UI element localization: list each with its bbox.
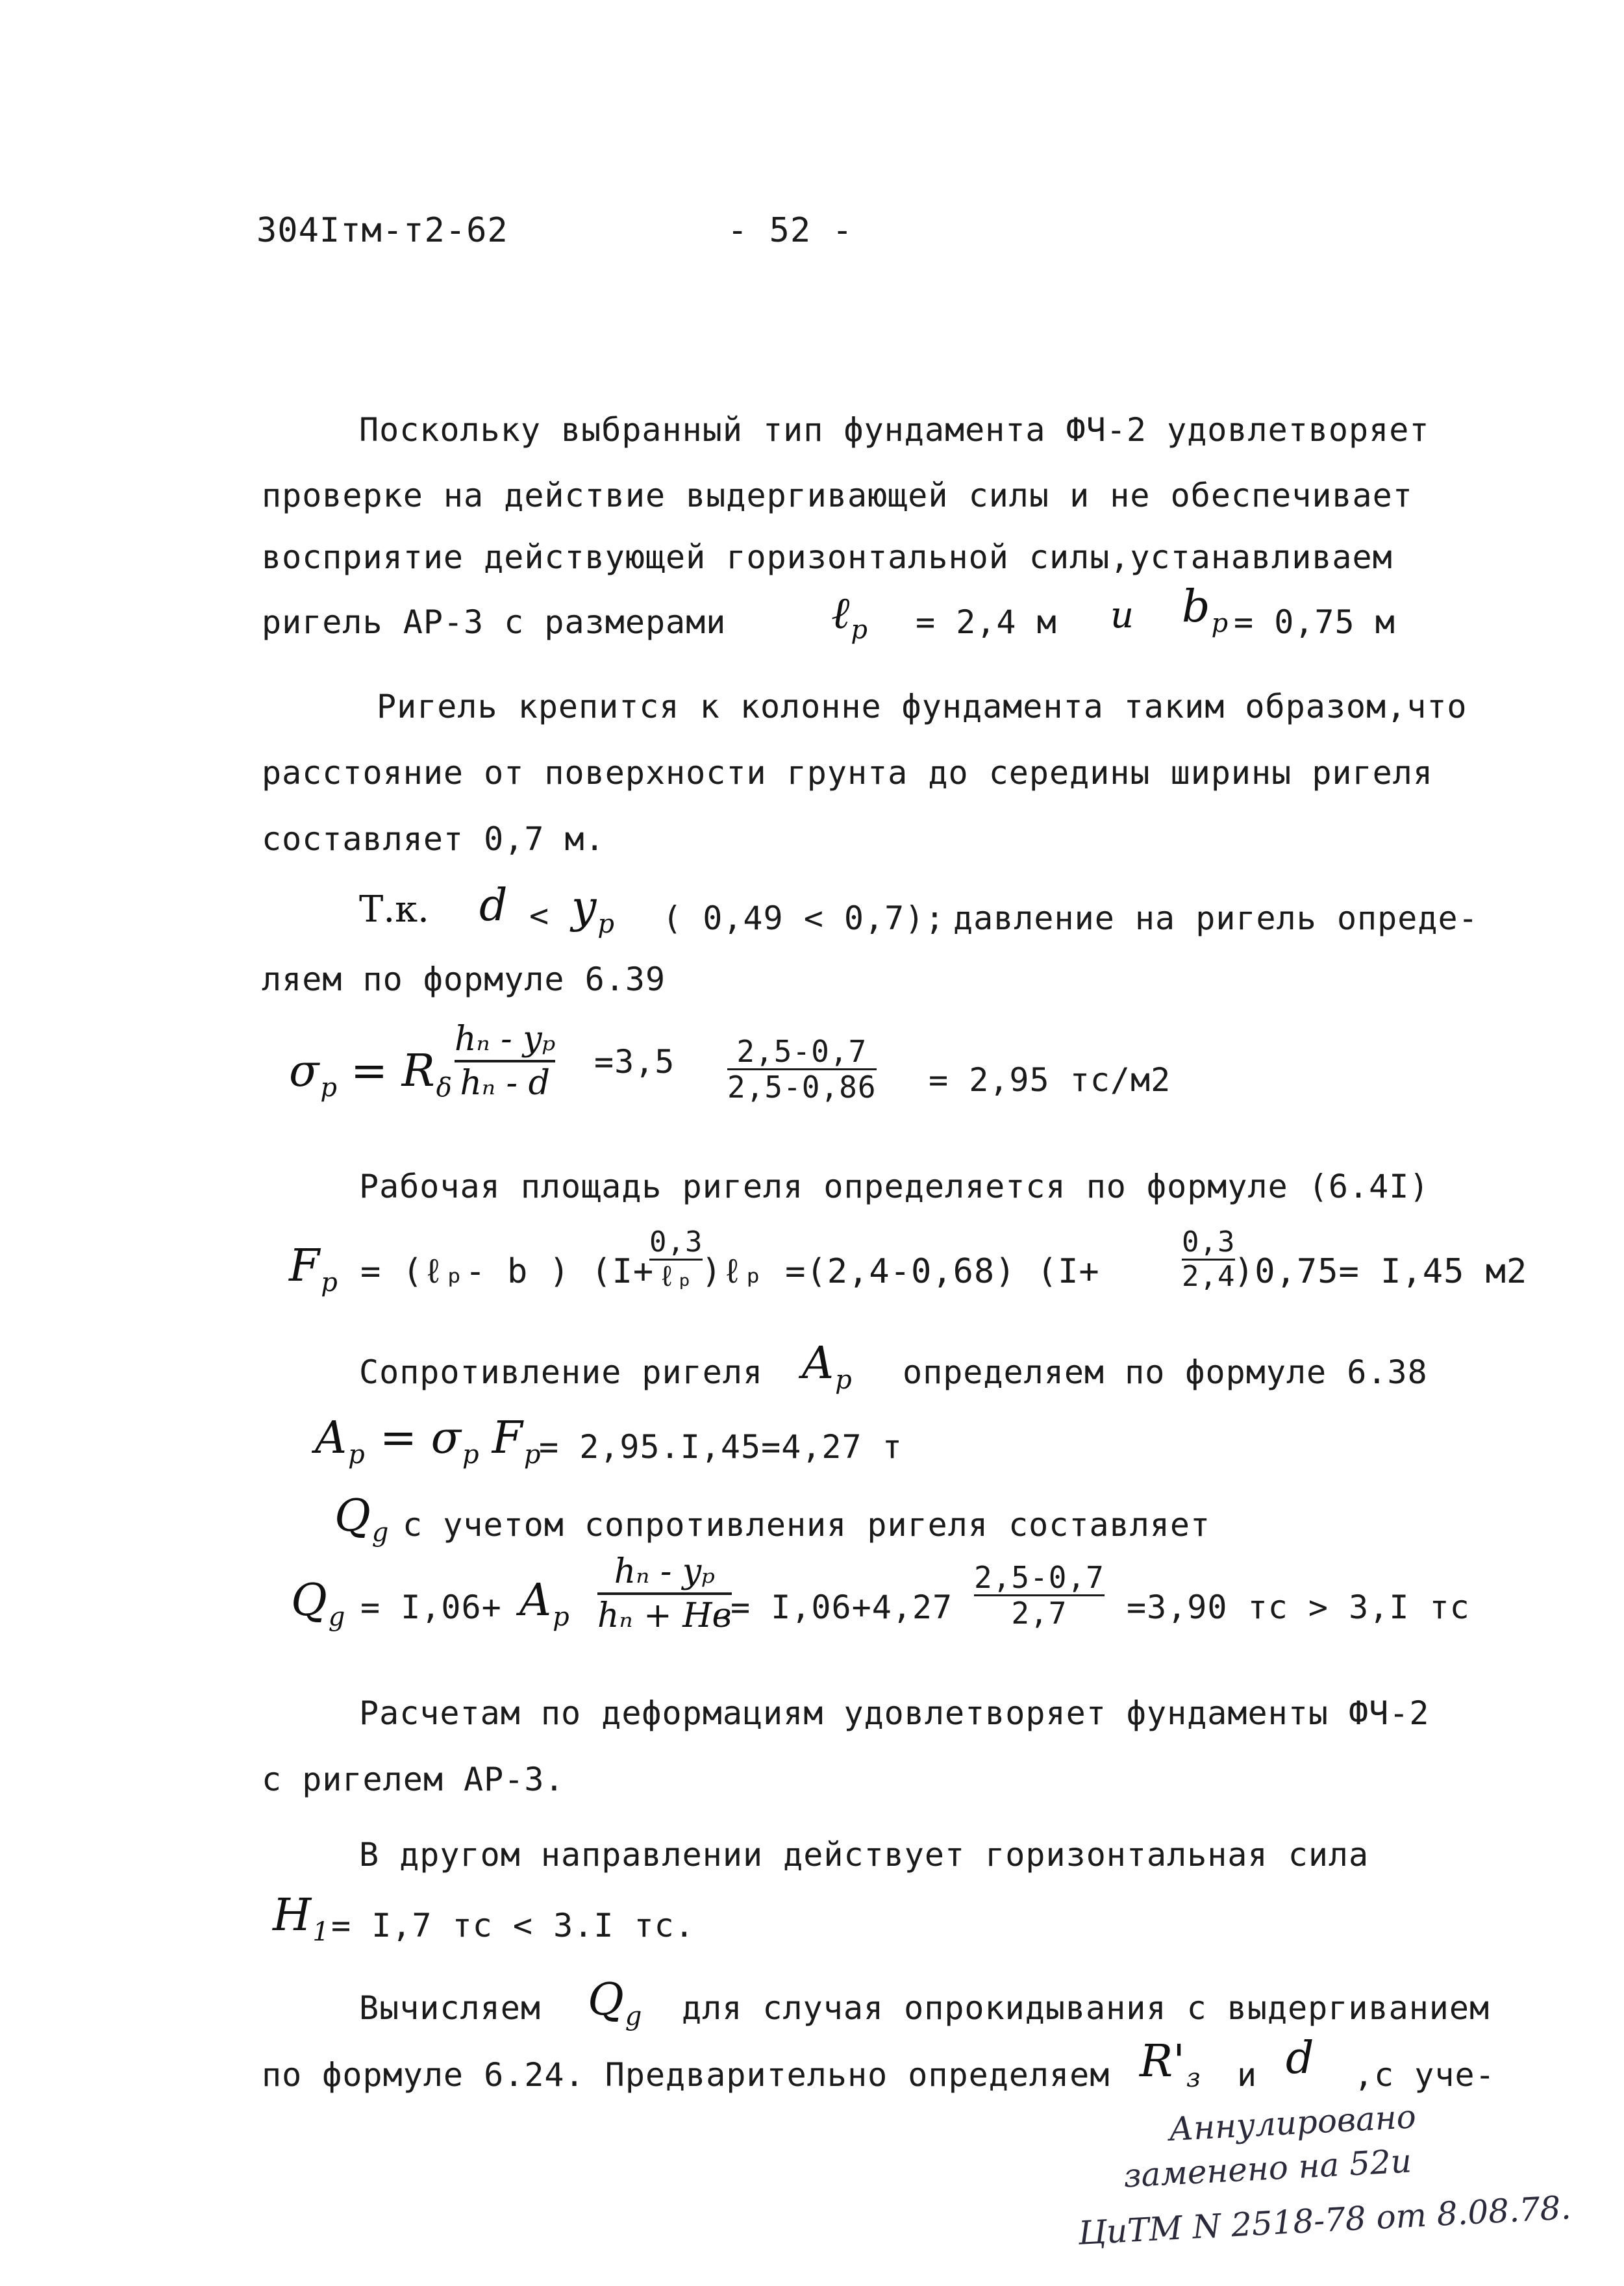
para9-line2-b: ,с уче- <box>1354 2056 1495 2094</box>
formula1-fraction: hₙ - yₚ hₙ - d <box>455 1020 556 1103</box>
para8-line1: В другом направлении действует горизонтальная сила <box>359 1836 1369 1874</box>
para1-line4: ригель АР-3 с размерами <box>262 603 727 641</box>
r-coef: = $R_\delta$ <box>351 1046 452 1103</box>
formula4-fraction2: 2,5-0,7 2,7 <box>974 1560 1105 1631</box>
para4-line1: Рабочая площадь ригеля определяется по формуле (6.4I) <box>359 1168 1430 1205</box>
page-number: - 52 - <box>727 211 853 250</box>
formula2-part1: = (ℓₚ- b ) (I+ <box>360 1252 655 1291</box>
l-value: = 2,4 м <box>916 603 1057 641</box>
b-value: = 0,75 м <box>1234 603 1395 641</box>
tk-word: Т.к. <box>359 888 429 931</box>
formula1-result: = 2,95 тс/м2 <box>929 1061 1171 1099</box>
formula2-fraction2: 0,3 2,4 <box>1182 1225 1236 1293</box>
and-word-2: и <box>1237 2056 1258 2094</box>
lt-sign: < <box>529 897 550 935</box>
r-prime-symbol: $R'_з$ <box>1140 2036 1201 2093</box>
condition: ( 0,49 < 0,7); <box>662 899 945 937</box>
sigma-lhs: $\sigma_p$ <box>289 1046 338 1103</box>
formula2-fraction: 0,3 ℓₚ <box>649 1225 703 1293</box>
d-symbol-2: d <box>1286 2033 1314 2084</box>
a-lhs: $A_p$ <box>315 1413 365 1470</box>
a-symbol: $A_p$ <box>802 1338 852 1395</box>
para5-text: Сопротивление ригеля <box>359 1353 764 1391</box>
formula1-mid: =3,5 <box>594 1043 675 1081</box>
para5-rest: определяем по формуле 6.38 <box>903 1353 1428 1391</box>
para2-line3: составляет 0,7 м. <box>262 820 605 858</box>
formula2-part3: )0,75= I,45 м2 <box>1234 1252 1528 1291</box>
annotation-line3: ЦиТМ N 2518-78 от 8.08.78. <box>1077 2189 1572 2252</box>
formula4-result: =3,90 тс > 3,I тс <box>1127 1589 1470 1626</box>
formula4-part2: = I,06+4,27 <box>731 1589 953 1626</box>
sigma-f: = $\sigma_p$ $F_p$ <box>380 1413 541 1470</box>
para7-line1: Расчетам по деформациям удовлетворяет фундаменты ФЧ-2 <box>359 1694 1430 1732</box>
para9-line1-b: для случая опрокидывания с выдергиванием <box>682 1989 1490 2027</box>
para2-line1: Ригель крепится к колонне фундамента таким образом,что <box>377 688 1468 725</box>
y-symbol: $y_p$ <box>571 882 615 939</box>
h-symbol: $H_1$ <box>273 1890 329 1947</box>
para3-rest: давление на ригель опреде- <box>953 899 1479 937</box>
document-code: 304Iтм-т2-62 <box>256 211 508 250</box>
q-lhs: $Q_g$ <box>291 1575 345 1632</box>
para2-line2: расстояние от поверхности грунта до середины ширины ригеля <box>262 754 1433 792</box>
para1-line2: проверке на действие выдергивающей силы и не обеспечивает <box>262 477 1413 514</box>
formula4-fraction: hₙ - yₚ hₙ + Hв <box>597 1552 732 1635</box>
formula4-a: $A_p$ <box>519 1575 569 1632</box>
formula4-part1: = I,06+ <box>360 1589 502 1626</box>
para9-line1-a: Вычисляем <box>359 1989 541 2027</box>
l-symbol: ℓ$_p$ <box>831 588 868 645</box>
formula2-part2: )ℓₚ =(2,4-0,68) (I+ <box>701 1252 1100 1291</box>
para1-line3: восприятие действующей горизонтальной силы,устанавливаем <box>262 538 1393 576</box>
d-symbol: d <box>479 880 508 931</box>
annotation-line2: заменено на 52и <box>1122 2142 1413 2195</box>
b-symbol: $b_p$ <box>1182 581 1229 638</box>
and-word: и <box>1110 594 1134 636</box>
q-symbol: $Q_g$ <box>334 1490 389 1548</box>
formula1-fraction2: 2,5-0,7 2,5-0,86 <box>727 1034 877 1105</box>
para3-line2: ляем по формуле 6.39 <box>262 961 666 998</box>
f-lhs: $F_p$ <box>289 1240 338 1298</box>
para9-line2-a: по формуле 6.24. Предварительно определяем <box>262 2056 1110 2094</box>
para6-text: с учетом сопротивления ригеля составляет <box>403 1506 1211 1544</box>
annotation-line1: Аннулировано <box>1168 2098 1418 2148</box>
para1-line1: Поскольку выбранный тип фундамента ФЧ-2 удовлетворяет <box>359 411 1430 449</box>
q-symbol-2: $Q_g$ <box>588 1974 642 2031</box>
formula3-result: = 2,95.I,45=4,27 т <box>539 1428 903 1466</box>
para7-line2: с ригелем АР-3. <box>262 1761 565 1798</box>
para8-line2: = I,7 тс < 3.I тс. <box>331 1907 695 1944</box>
